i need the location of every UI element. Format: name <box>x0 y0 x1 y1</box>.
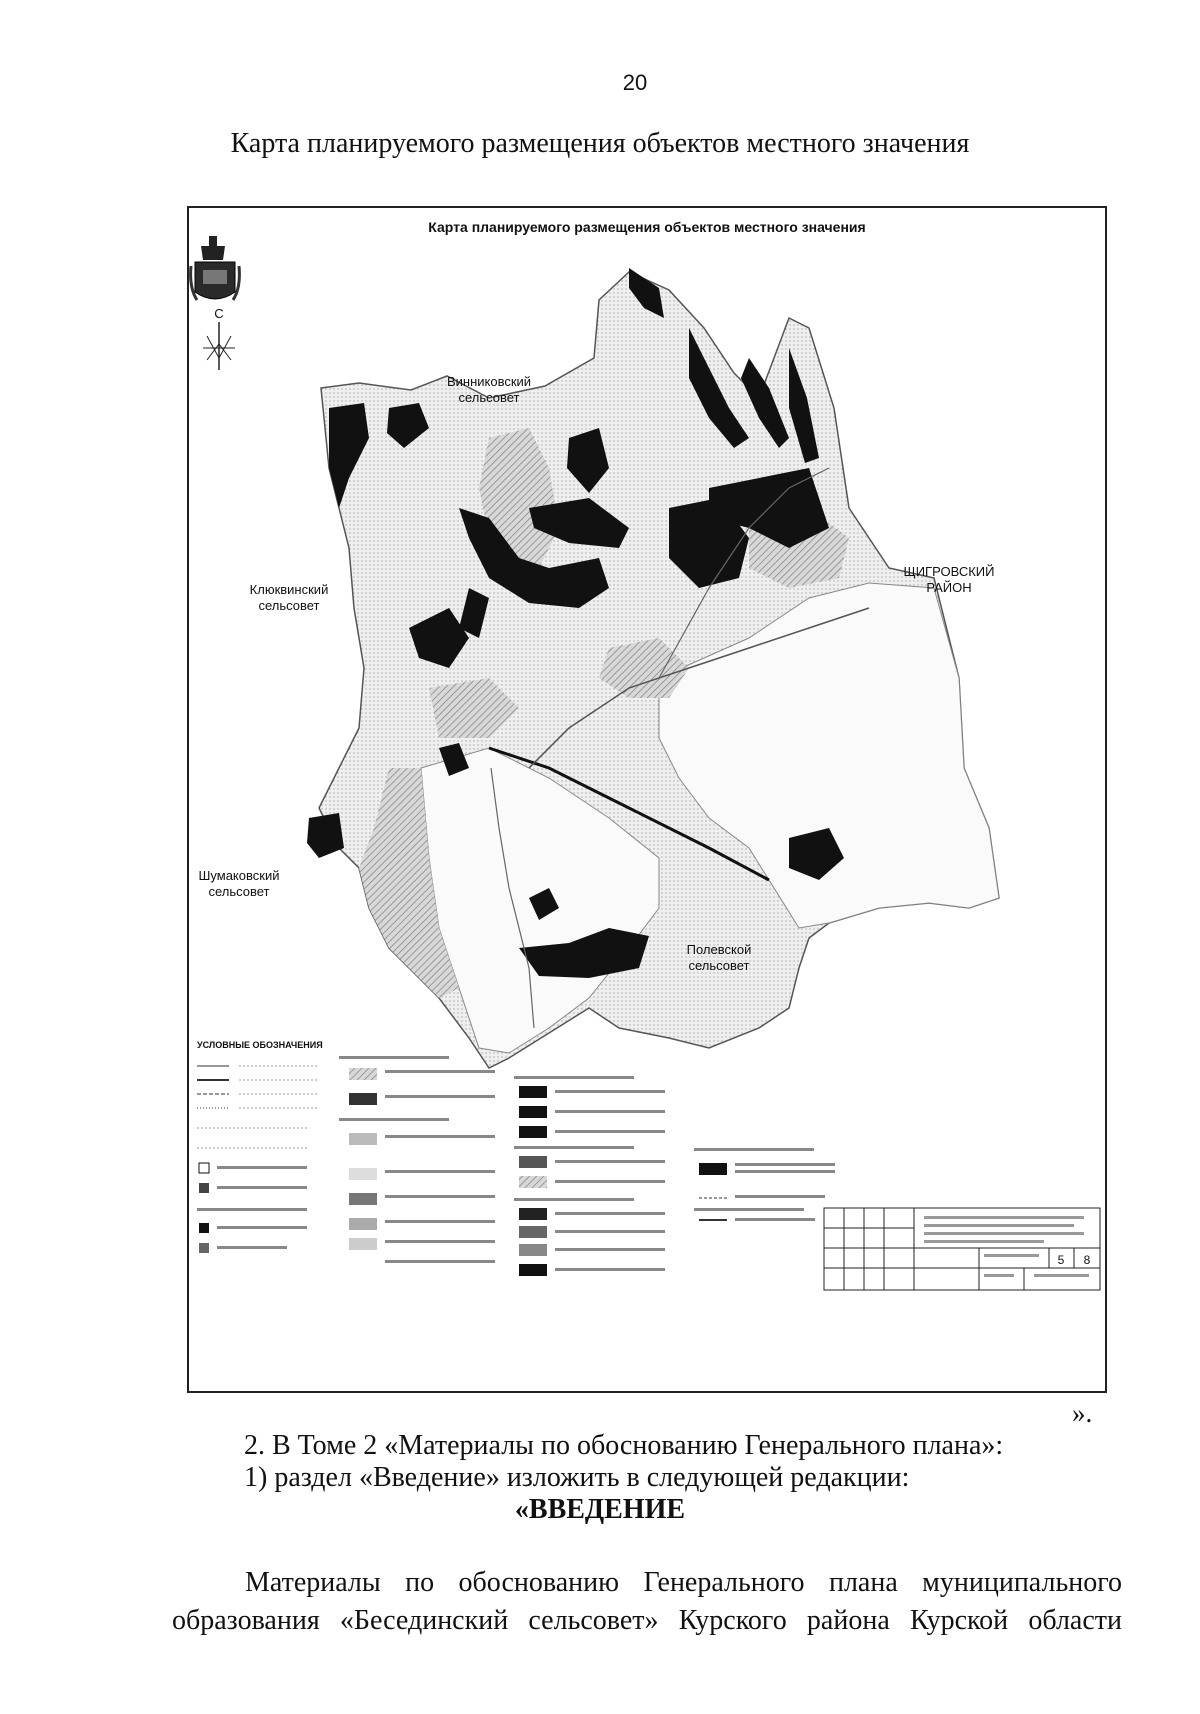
section-heading: «ВВЕДЕНИЕ <box>514 1494 686 1525</box>
page-number: 20 <box>622 70 648 95</box>
paragraph-line-1: Материалы по обоснованию Генерального плана муниципального <box>245 1567 1122 1598</box>
north-arrow-icon <box>203 306 235 370</box>
label-shumakovsky-2: сельсовет <box>208 884 270 899</box>
planning-map <box>187 206 1107 1393</box>
legend-title: УСЛОВНЫЕ ОБОЗНАЧЕНИЯ <box>197 1040 323 1050</box>
label-shumakovsky: Шумаковский <box>198 868 280 883</box>
map-legend <box>197 1040 835 1276</box>
item-2-1: 1) раздел «Введение» изложить в следующей редакции: <box>244 1462 910 1493</box>
label-vinnikovsky: Винниковский <box>446 374 532 389</box>
label-polevskoy-2: сельсовет <box>688 958 750 973</box>
paragraph-line-2: образования «Бесединский сельсовет» Курского района Курской области <box>172 1605 1122 1636</box>
label-klyukvinsky: Клюквинский <box>249 582 329 597</box>
territory-map <box>307 268 999 1068</box>
sheet-number: 5 <box>1057 1253 1065 1267</box>
map-inner-title: Карта планируемого размещения объектов местного значения <box>428 219 866 235</box>
sheet-total: 8 <box>1083 1253 1091 1267</box>
coat-of-arms-icon <box>191 236 240 300</box>
quote-end: ». <box>1072 1398 1093 1428</box>
item-2: 2. В Томе 2 «Материалы по обоснованию Генерального плана»: <box>244 1430 1004 1461</box>
label-klyukvinsky-2: сельсовет <box>258 598 320 613</box>
title-block <box>824 1208 1100 1290</box>
svg-text:С: С <box>214 306 224 321</box>
document-title: Карта планируемого размещения объектов местного значения <box>230 128 970 159</box>
label-shchigrovsky: ЩИГРОВСКИЙ <box>903 564 995 579</box>
label-vinnikovsky-2: сельсовет <box>458 390 520 405</box>
label-shchigrovsky-2: РАЙОН <box>926 580 972 595</box>
label-polevskoy: Полевской <box>686 942 752 957</box>
